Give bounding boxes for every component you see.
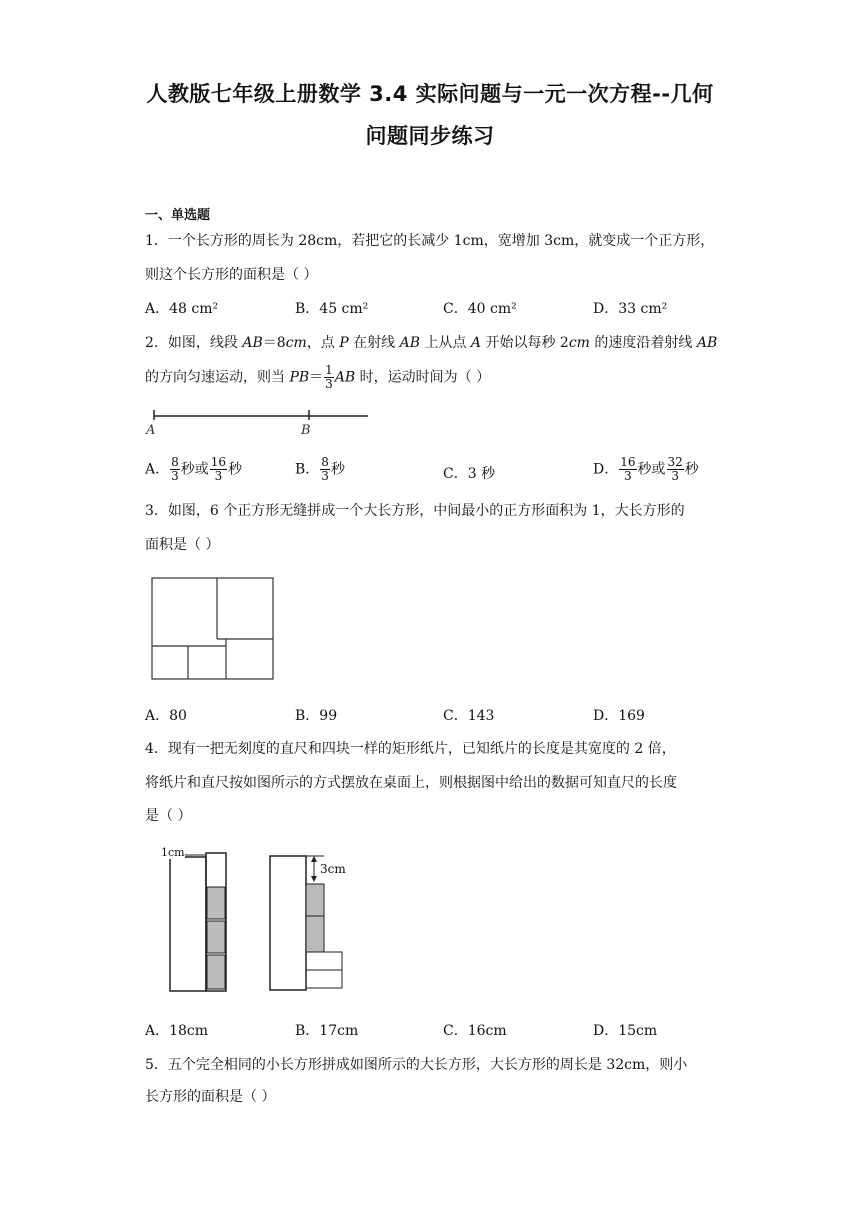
- q4-option-b: B．17cm: [295, 1023, 359, 1039]
- q1-option-b: B．45 cm²: [295, 301, 369, 317]
- q2-stem-line2: 的方向匀速运动，则当 PB＝ $\frac{1}{3}$ AB 时，运动时间为（ ）: [145, 363, 491, 391]
- q1-stem-line1: 1．一个长方形的周长为 28cm，若把它的长减少 1cm，宽增加 3cm，就变成一个正方形，: [145, 233, 715, 249]
- page-title: 人教版七年级上册数学 3.4 实际问题与一元一次方程--几何: [146, 82, 714, 106]
- q3-option-d: D．169: [593, 708, 645, 724]
- q3-stem-line1: 3．如图，6 个正方形无缝拼成一个大长方形，中间最小的正方形面积为 1，大长方形的: [145, 503, 685, 519]
- q5-stem-line1: 5．五个完全相同的小长方形拼成如图所示的大长方形，大长方形的周长是 32cm，则小: [145, 1057, 688, 1073]
- q4-option-a: A．18cm: [145, 1023, 209, 1039]
- q3-stem-line2: 面积是（ ）: [145, 537, 220, 553]
- q3-squares-figure: [150, 576, 276, 682]
- q3-option-a: A．80: [145, 708, 187, 724]
- q3-option-b: B．99: [295, 708, 338, 724]
- q1-option-a: A．48 cm²: [145, 301, 219, 317]
- q4-option-d: D．15cm: [593, 1023, 658, 1039]
- q4-stem-line1: 4．现有一把无刻度的直尺和四块一样的矩形纸片，已知纸片的长度是其宽度的 2 倍，: [145, 741, 676, 757]
- q2-stem-line1: 2．如图，线段 AB＝8cm，点 P 在射线 AB 上从点 A 开始以每秒 2cm 的速度沿着射线 AB: [145, 335, 718, 351]
- point-a-label: A: [146, 423, 156, 438]
- q3-option-c: C．143: [443, 708, 495, 724]
- page-title-line2: 问题同步练习: [365, 124, 495, 148]
- q5-stem-line2: 长方形的面积是（ ）: [145, 1089, 276, 1105]
- q2-segment-figure: [148, 406, 372, 442]
- q4-figure-left: [160, 845, 232, 995]
- fraction: $\frac{1}{3}$: [325, 363, 333, 391]
- q1-stem-line2: 则这个长方形的面积是（ ）: [145, 267, 318, 283]
- section-heading: 一、单选题: [145, 208, 211, 223]
- q2-option-a: A． $\frac{8}{3}$ 秒或 $\frac{16}{3}$ 秒: [145, 455, 243, 483]
- q4-option-c: C．16cm: [443, 1023, 507, 1039]
- q4-stem-line2: 将纸片和直尺按如图所示的方式摆放在桌面上，则根据图中给出的数据可知直尺的长度: [145, 775, 677, 791]
- q1-option-c: C．40 cm²: [443, 301, 517, 317]
- q4-label-1cm: 1cm: [161, 846, 185, 859]
- q1-option-d: D．33 cm²: [593, 301, 668, 317]
- q2-option-d: D． $\frac{16}{3}$ 秒或 $\frac{32}{3}$ 秒: [593, 455, 699, 483]
- q4-stem-line3: 是（ ）: [145, 808, 192, 824]
- point-b-label: B: [301, 423, 311, 438]
- q2-option-c: C．3 秒: [443, 466, 496, 482]
- q2-option-b: B． $\frac{8}{3}$ 秒: [295, 455, 345, 483]
- q4-label-3cm: 3cm: [320, 862, 346, 876]
